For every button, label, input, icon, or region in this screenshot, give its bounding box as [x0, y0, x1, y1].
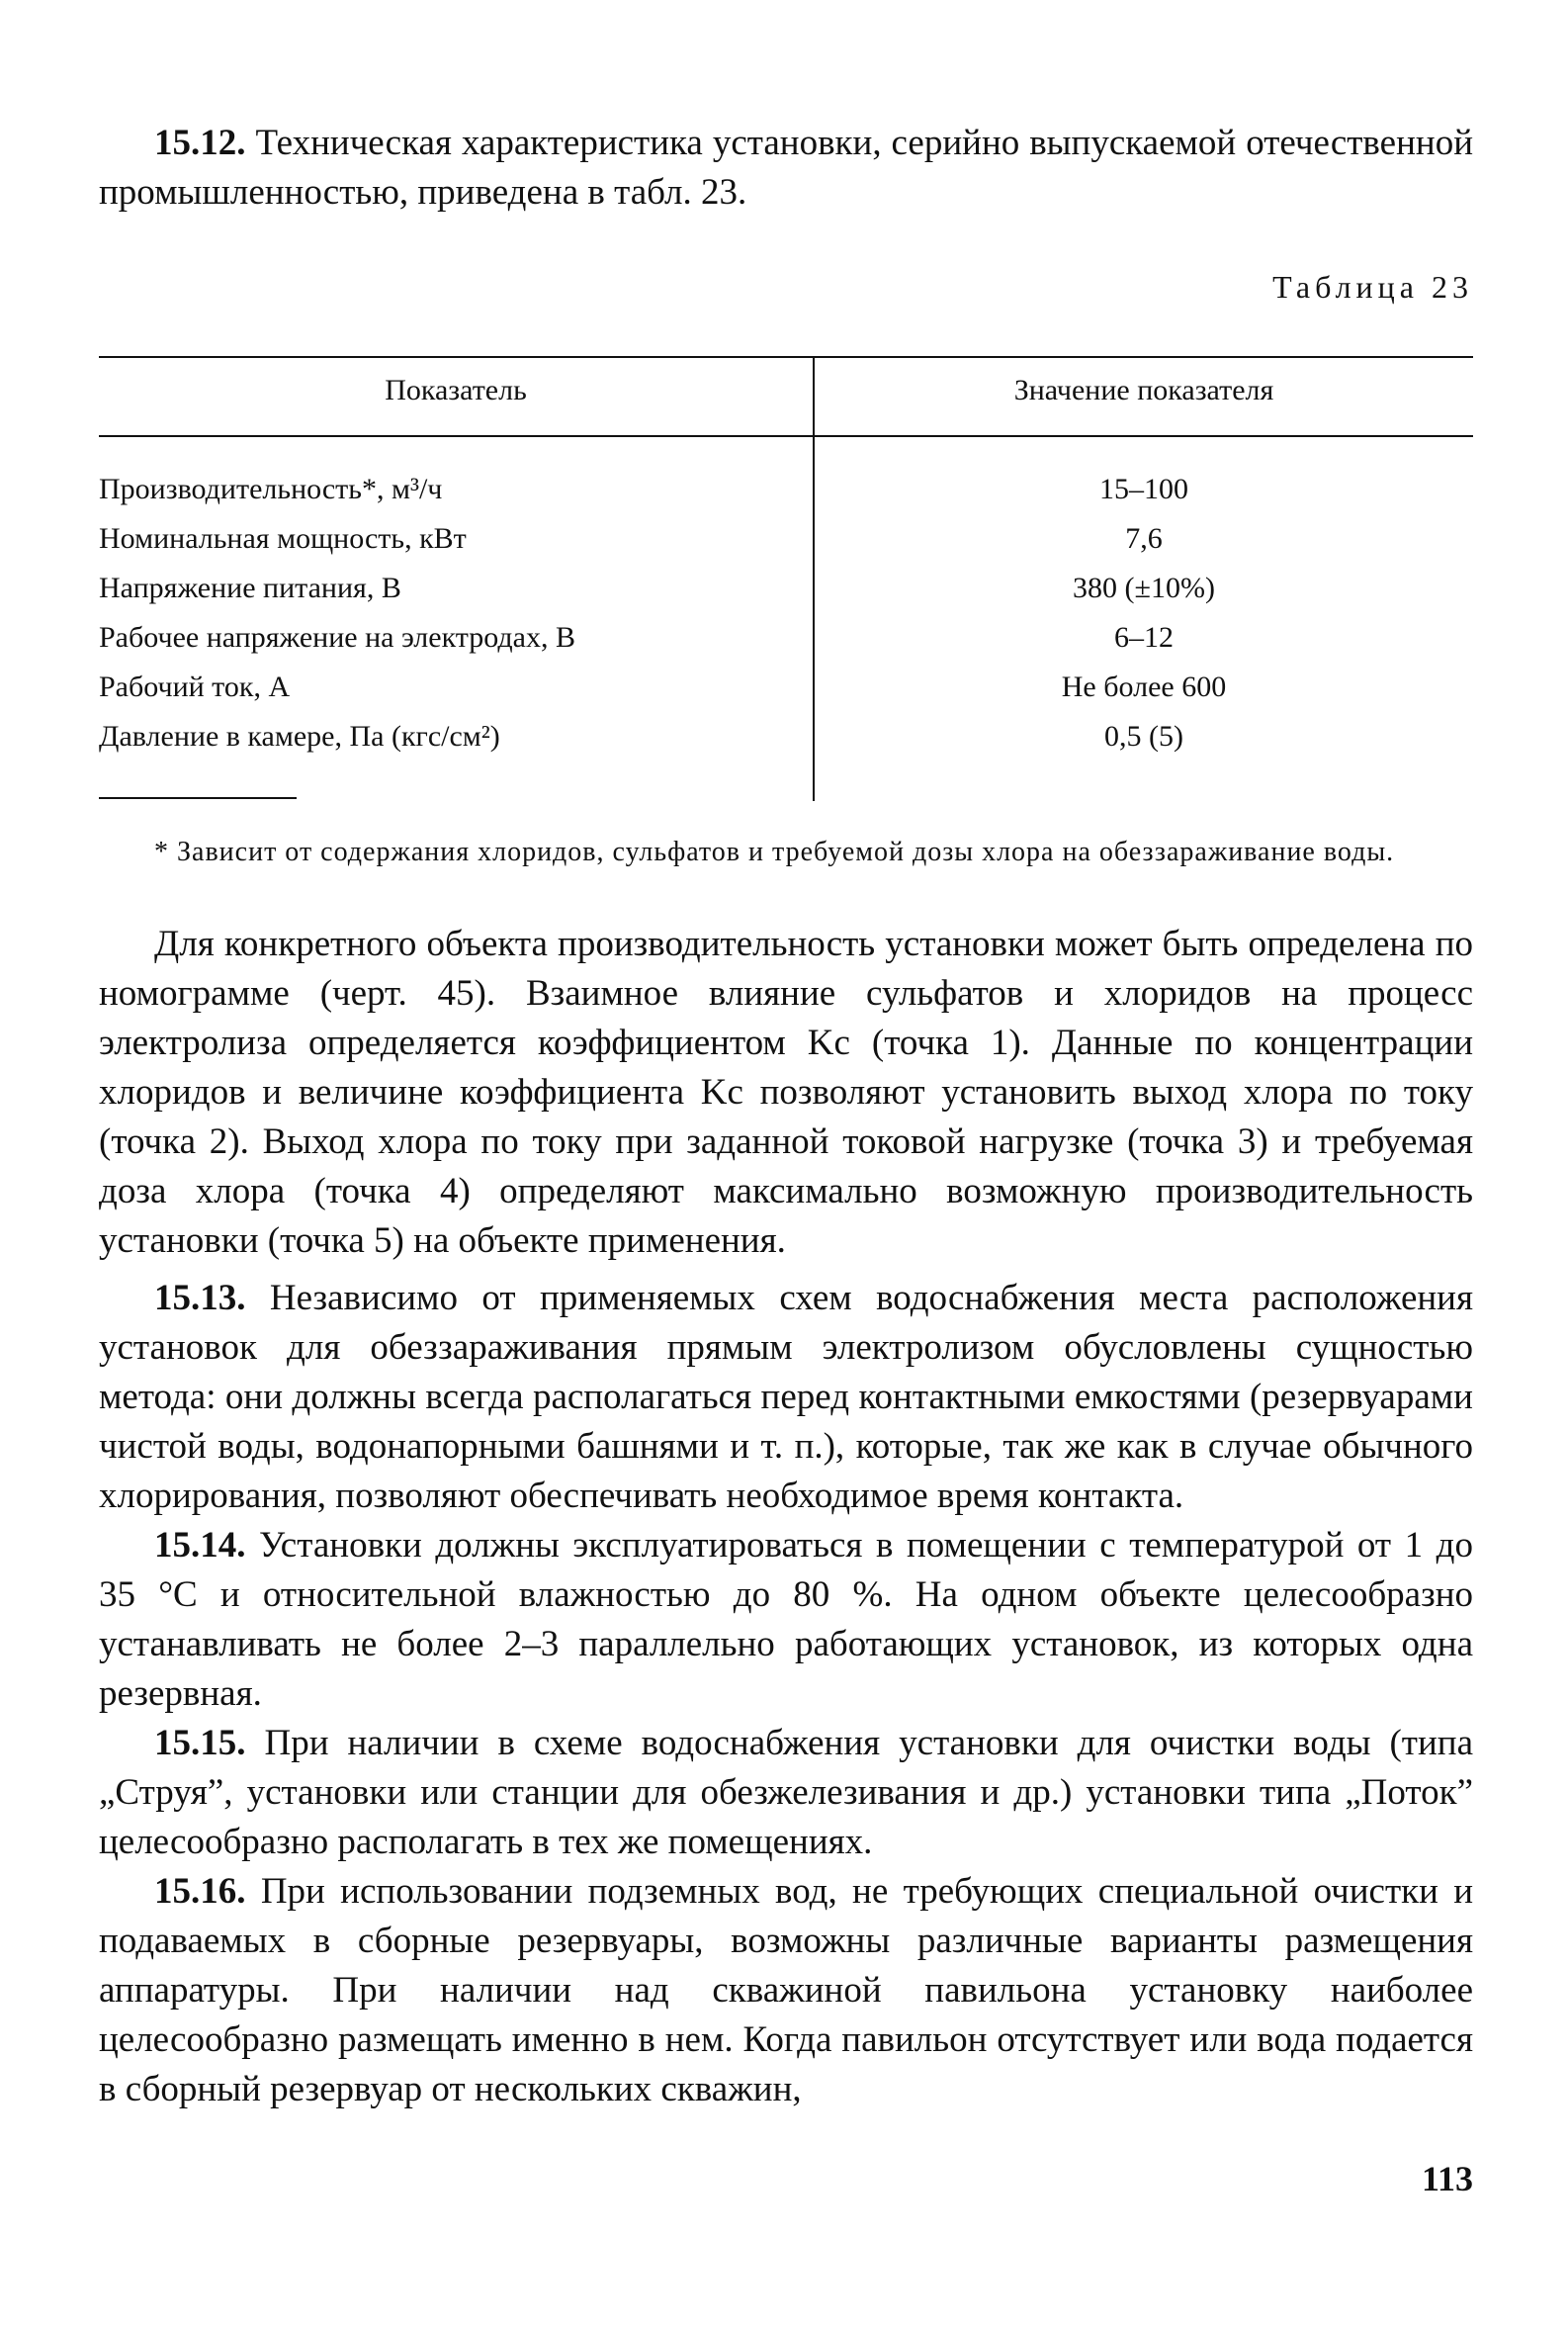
section-number: 15.15.: [154, 1723, 246, 1763]
table-cell-indicator: Номинальная мощность, кВт: [99, 522, 467, 555]
paragraph-text: Независимо от применяемых схем водоснабжения места расположения установок для обеззараживания прямым электролизом обусловлены сущностью метода: они должны всегда располагаться перед контактными емкостями (резервуарами чистой воды, водонапорными башнями и т. п.), которые, так же как в случае обычного хлорирования, позволяют обеспечивать необходимое время контакта.: [99, 1278, 1474, 1516]
paragraph-text: Установки должны эксплуатироваться в помещении с температурой от 1 до 35 °С и относительной влажностью до 80 %. На одном объекте целесообразно устанавливать не более 2–3 параллельно работающих установок, из которых одна резервная.: [99, 1525, 1474, 1714]
body-paragraph: [99, 920, 1473, 1266]
table-row: [99, 514, 1473, 564]
table-row: [99, 613, 1473, 663]
table-cell-indicator: Напряжение питания, В: [99, 572, 401, 604]
table-cell-value: 6–12: [1114, 621, 1174, 654]
table-body: [99, 465, 1473, 761]
paragraph-text: При наличии в схеме водоснабжения установки для очистки воды (типа „Струя”, установки или станции для обезжелезивания и др.) установки типа „Поток” целесообразно располагать в тех же помещениях.: [99, 1723, 1473, 1862]
document-page: [99, 119, 1473, 2114]
table-header-value: Значение показателя: [1013, 374, 1274, 406]
table-row: [99, 712, 1473, 761]
paragraph-text: Техническая характеристика установки, серийно выпускаемой отечественной промышленностью, приведена в табл. 23.: [99, 123, 1473, 213]
table-cell-value: 0,5 (5): [1104, 720, 1183, 753]
table-cell-indicator: Рабочий ток, А: [99, 671, 291, 703]
table-row: [99, 564, 1473, 613]
table-cell-value: 15–100: [1099, 473, 1188, 505]
section-number: 15.16.: [154, 1871, 246, 1912]
page-number: 113: [1421, 2159, 1473, 2198]
section-number: 15.12.: [154, 123, 246, 163]
footnote-rule: [99, 797, 297, 799]
table-row: [99, 663, 1473, 712]
section-number: 15.14.: [154, 1525, 246, 1566]
body-paragraph: [99, 1867, 1473, 2114]
body-paragraph: [99, 1719, 1473, 1867]
table-cell-value: 380 (±10%): [1073, 572, 1215, 604]
table-top-rule: [99, 356, 1473, 358]
table-cell-indicator: Рабочее напряжение на электродах, В: [99, 621, 575, 654]
table-cell-value: Не более 600: [1061, 671, 1227, 703]
table-cell-indicator: Производительность*, м³/ч: [99, 473, 443, 505]
table-caption: Таблица 23: [1272, 269, 1473, 305]
table-header-rule: [99, 435, 1473, 437]
table-row: [99, 465, 1473, 514]
paragraph-text: Для конкретного объекта производительность установки может быть определена по номограмме (черт. 45). Взаимное влияние сульфатов и хлоридов на процесс электролиза определяется коэффициентом Kс (точка 1). Данные по концентрации хлоридов и величине коэффициента Kс позволяют установить выход хлора по току (точка 2). Выход хлора по току при заданной токовой нагрузке (точка 3) и требуемая доза хлора (точка 4) определяют максимально возможную производительность установки (точка 5) на объекте применения.: [99, 924, 1473, 1261]
paragraph-text: При использовании подземных вод, не требующих специальной очистки и подаваемых в сборные резервуары, возможны различные варианты размещения аппаратуры. При наличии над скважиной павильона установку наиболее целесообразно размещать именно в нем. Когда павильон отсутствует или вода подается в сборный резервуар от нескольких скважин,: [99, 1871, 1474, 2109]
table-cell-value: 7,6: [1125, 522, 1163, 555]
table-cell-indicator: Давление в камере, Па (кгс/см²): [99, 720, 500, 753]
intro-paragraph: [99, 119, 1473, 218]
table-footnote: * Зависит от содержания хлоридов, сульфатов и требуемой дозы хлора на обеззараживание воды.: [154, 837, 1395, 867]
body-paragraph: [99, 1521, 1473, 1719]
section-number: 15.13.: [154, 1278, 246, 1318]
table-header-indicator: Показатель: [385, 374, 527, 406]
body-paragraph: [99, 1274, 1473, 1521]
data-table: [99, 356, 1473, 801]
